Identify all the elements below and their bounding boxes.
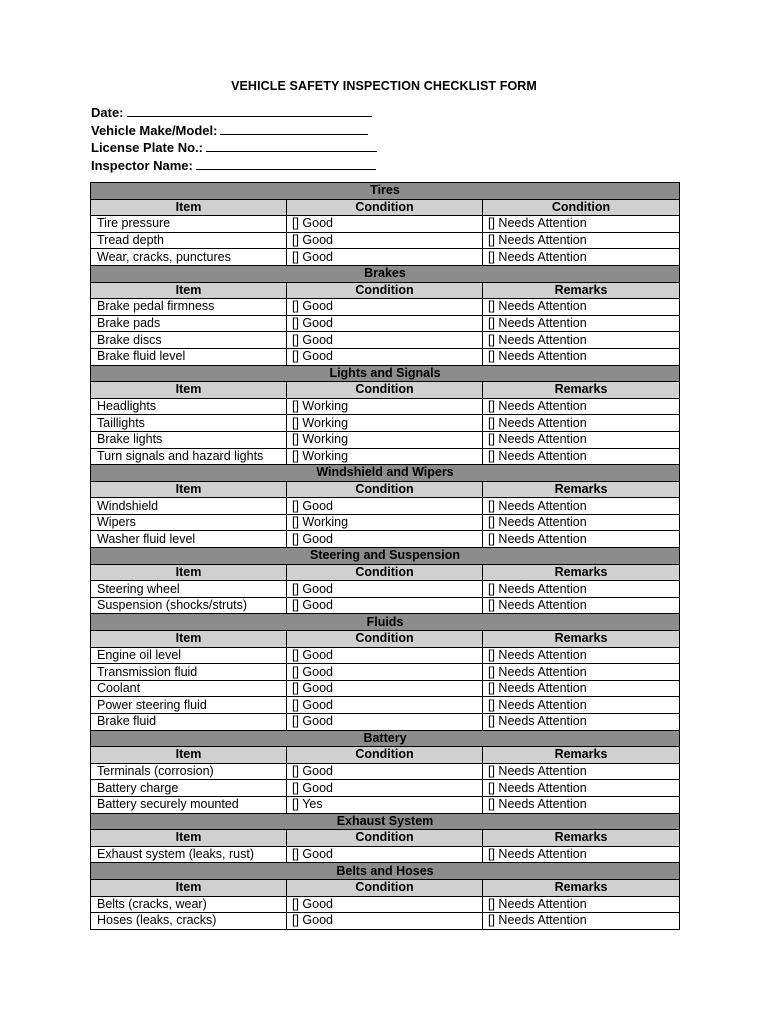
inspector-name-field: [91, 157, 377, 175]
needs-attention-checkbox-cell[interactable]: [] Needs Attention: [483, 846, 680, 863]
license-plate-label: License Plate No.:: [91, 140, 203, 155]
section-title-row: [91, 365, 680, 382]
condition-checkbox-cell[interactable]: [] Good: [287, 531, 483, 548]
condition-checkbox-cell[interactable]: [] Good: [287, 498, 483, 515]
column-header-row: [91, 631, 680, 648]
needs-attention-checkbox-cell[interactable]: [] Needs Attention: [483, 348, 680, 365]
item-cell: Brake pedal firmness: [91, 299, 287, 316]
section-title-brakes: Brakes: [91, 265, 680, 282]
needs-attention-checkbox-cell[interactable]: [] Needs Attention: [483, 315, 680, 332]
table-row: [91, 796, 680, 813]
form-title: VEHICLE SAFETY INSPECTION CHECKLIST FORM: [231, 79, 537, 93]
condition-checkbox-cell[interactable]: [] Good: [287, 763, 483, 780]
item-cell: Power steering fluid: [91, 697, 287, 714]
item-cell: Transmission fluid: [91, 664, 287, 681]
table-row: [91, 249, 680, 266]
section-title-battery: Battery: [91, 730, 680, 747]
table-row: [91, 332, 680, 349]
column-header: Remarks: [483, 382, 680, 399]
section-title-exhaust-system: Exhaust System: [91, 813, 680, 830]
needs-attention-checkbox-cell[interactable]: [] Needs Attention: [483, 647, 680, 664]
section-title-tires: Tires: [91, 183, 680, 200]
condition-checkbox-cell[interactable]: [] Good: [287, 846, 483, 863]
section-title-row: [91, 465, 680, 482]
condition-checkbox-cell[interactable]: [] Good: [287, 348, 483, 365]
needs-attention-checkbox-cell[interactable]: [] Needs Attention: [483, 299, 680, 316]
table-row: [91, 348, 680, 365]
item-cell: Brake fluid: [91, 714, 287, 731]
needs-attention-checkbox-cell[interactable]: [] Needs Attention: [483, 415, 680, 432]
condition-checkbox-cell[interactable]: [] Good: [287, 780, 483, 797]
section-title-steering-and-suspension: Steering and Suspension: [91, 548, 680, 565]
condition-checkbox-cell[interactable]: [] Good: [287, 249, 483, 266]
table-row: [91, 581, 680, 598]
item-cell: Brake lights: [91, 431, 287, 448]
needs-attention-checkbox-cell[interactable]: [] Needs Attention: [483, 664, 680, 681]
section-title-row: [91, 614, 680, 631]
condition-checkbox-cell[interactable]: [] Working: [287, 514, 483, 531]
column-header: Remarks: [483, 481, 680, 498]
table-row: [91, 714, 680, 731]
section-title-row: [91, 730, 680, 747]
column-header-row: [91, 481, 680, 498]
column-header: Remarks: [483, 879, 680, 896]
column-header: Item: [91, 830, 287, 847]
table-row: [91, 299, 680, 316]
condition-checkbox-cell[interactable]: [] Good: [287, 597, 483, 614]
column-header: Item: [91, 747, 287, 764]
needs-attention-checkbox-cell[interactable]: [] Needs Attention: [483, 332, 680, 349]
column-header: Item: [91, 879, 287, 896]
table-row: [91, 514, 680, 531]
column-header: Condition: [287, 830, 483, 847]
column-header-row: [91, 564, 680, 581]
column-header: Item: [91, 481, 287, 498]
needs-attention-checkbox-cell[interactable]: [] Needs Attention: [483, 398, 680, 415]
condition-checkbox-cell[interactable]: [] Good: [287, 896, 483, 913]
item-cell: Terminals (corrosion): [91, 763, 287, 780]
column-header: Remarks: [483, 830, 680, 847]
item-cell: Taillights: [91, 415, 287, 432]
column-header: Remarks: [483, 564, 680, 581]
item-cell: Wear, cracks, punctures: [91, 249, 287, 266]
condition-checkbox-cell[interactable]: [] Good: [287, 647, 483, 664]
column-header: Condition: [287, 282, 483, 299]
condition-checkbox-cell[interactable]: [] Working: [287, 415, 483, 432]
table-row: [91, 415, 680, 432]
table-row: [91, 531, 680, 548]
section-title-row: [91, 863, 680, 880]
table-row: [91, 232, 680, 249]
table-row: [91, 680, 680, 697]
date-input-line[interactable]: [127, 104, 372, 117]
needs-attention-checkbox-cell[interactable]: [] Needs Attention: [483, 697, 680, 714]
item-cell: Brake fluid level: [91, 348, 287, 365]
section-title-lights-and-signals: Lights and Signals: [91, 365, 680, 382]
table-row: [91, 664, 680, 681]
table-row: [91, 431, 680, 448]
vehicle-make-model-label: Vehicle Make/Model:: [91, 122, 218, 138]
needs-attention-checkbox-cell[interactable]: [] Needs Attention: [483, 581, 680, 598]
column-header: Remarks: [483, 747, 680, 764]
needs-attention-checkbox-cell[interactable]: [] Needs Attention: [483, 763, 680, 780]
table-row: [91, 896, 680, 913]
condition-checkbox-cell[interactable]: [] Good: [287, 680, 483, 697]
item-cell: Washer fluid level: [91, 531, 287, 548]
table-row: [91, 846, 680, 863]
needs-attention-checkbox-cell[interactable]: [] Needs Attention: [483, 780, 680, 797]
table-row: [91, 315, 680, 332]
column-header: Condition: [287, 631, 483, 648]
condition-checkbox-cell[interactable]: [] Good: [287, 299, 483, 316]
table-row: [91, 763, 680, 780]
item-cell: Hoses (leaks, cracks): [91, 913, 287, 930]
condition-checkbox-cell[interactable]: [] Good: [287, 232, 483, 249]
column-header: Condition: [287, 879, 483, 896]
condition-checkbox-cell[interactable]: [] Good: [287, 315, 483, 332]
item-cell: Belts (cracks, wear): [91, 896, 287, 913]
column-header: Condition: [287, 747, 483, 764]
table-row: [91, 398, 680, 415]
needs-attention-checkbox-cell[interactable]: [] Needs Attention: [483, 896, 680, 913]
table-row: [91, 913, 680, 930]
needs-attention-checkbox-cell[interactable]: [] Needs Attention: [483, 796, 680, 813]
needs-attention-checkbox-cell[interactable]: [] Needs Attention: [483, 680, 680, 697]
needs-attention-checkbox-cell[interactable]: [] Needs Attention: [483, 498, 680, 515]
item-cell: Tread depth: [91, 232, 287, 249]
condition-checkbox-cell[interactable]: [] Yes: [287, 796, 483, 813]
condition-checkbox-cell[interactable]: [] Good: [287, 913, 483, 930]
column-header: Remarks: [483, 282, 680, 299]
column-header: Condition: [287, 481, 483, 498]
column-header-row: [91, 879, 680, 896]
condition-checkbox-cell[interactable]: [] Working: [287, 398, 483, 415]
needs-attention-checkbox-cell[interactable]: [] Needs Attention: [483, 913, 680, 930]
column-header: Remarks: [483, 631, 680, 648]
item-cell: Brake pads: [91, 315, 287, 332]
condition-checkbox-cell[interactable]: [] Good: [287, 581, 483, 598]
section-title-windshield-and-wipers: Windshield and Wipers: [91, 465, 680, 482]
condition-checkbox-cell[interactable]: [] Good: [287, 697, 483, 714]
table-row: [91, 647, 680, 664]
table-row: [91, 780, 680, 797]
date-field: [91, 104, 377, 122]
vehicle-make-model-field: [91, 122, 377, 140]
condition-checkbox-cell[interactable]: [] Good: [287, 332, 483, 349]
item-cell: Steering wheel: [91, 581, 287, 598]
column-header: Condition: [483, 199, 680, 216]
needs-attention-checkbox-cell[interactable]: [] Needs Attention: [483, 448, 680, 465]
date-label: Date:: [91, 105, 124, 120]
item-cell: Wipers: [91, 514, 287, 531]
column-header-row: [91, 747, 680, 764]
item-cell: Exhaust system (leaks, rust): [91, 846, 287, 863]
condition-checkbox-cell[interactable]: [] Working: [287, 448, 483, 465]
inspector-name-input-line[interactable]: [196, 157, 376, 170]
section-title-row: [91, 265, 680, 282]
condition-checkbox-cell[interactable]: [] Good: [287, 664, 483, 681]
needs-attention-checkbox-cell[interactable]: [] Needs Attention: [483, 714, 680, 731]
needs-attention-checkbox-cell[interactable]: [] Needs Attention: [483, 531, 680, 548]
column-header: Item: [91, 564, 287, 581]
table-row: [91, 216, 680, 233]
column-header: Item: [91, 631, 287, 648]
needs-attention-checkbox-cell[interactable]: [] Needs Attention: [483, 249, 680, 266]
column-header-row: [91, 199, 680, 216]
needs-attention-checkbox-cell[interactable]: [] Needs Attention: [483, 232, 680, 249]
form-fields: [91, 104, 377, 174]
item-cell: Suspension (shocks/struts): [91, 597, 287, 614]
needs-attention-checkbox-cell[interactable]: [] Needs Attention: [483, 431, 680, 448]
column-header: Condition: [287, 564, 483, 581]
needs-attention-checkbox-cell[interactable]: [] Needs Attention: [483, 597, 680, 614]
item-cell: Tire pressure: [91, 216, 287, 233]
condition-checkbox-cell[interactable]: [] Good: [287, 714, 483, 731]
item-cell: Brake discs: [91, 332, 287, 349]
license-plate-field: [91, 139, 377, 157]
column-header: Condition: [287, 199, 483, 216]
column-header-row: [91, 282, 680, 299]
condition-checkbox-cell[interactable]: [] Good: [287, 216, 483, 233]
table-row: [91, 448, 680, 465]
column-header: Item: [91, 382, 287, 399]
item-cell: Headlights: [91, 398, 287, 415]
needs-attention-checkbox-cell[interactable]: [] Needs Attention: [483, 216, 680, 233]
column-header: Item: [91, 282, 287, 299]
vehicle-make-model-input-line[interactable]: [220, 122, 368, 135]
table-row: [91, 597, 680, 614]
condition-checkbox-cell[interactable]: [] Working: [287, 431, 483, 448]
item-cell: Battery securely mounted: [91, 796, 287, 813]
table-row: [91, 498, 680, 515]
column-header-row: [91, 830, 680, 847]
item-cell: Windshield: [91, 498, 287, 515]
needs-attention-checkbox-cell[interactable]: [] Needs Attention: [483, 514, 680, 531]
section-title-fluids: Fluids: [91, 614, 680, 631]
column-header: Condition: [287, 382, 483, 399]
column-header: Item: [91, 199, 287, 216]
section-title-row: [91, 183, 680, 200]
license-plate-input-line[interactable]: [206, 139, 377, 152]
inspector-name-label: Inspector Name:: [91, 157, 193, 173]
section-title-belts-and-hoses: Belts and Hoses: [91, 863, 680, 880]
item-cell: Engine oil level: [91, 647, 287, 664]
section-title-row: [91, 548, 680, 565]
item-cell: Turn signals and hazard lights: [91, 448, 287, 465]
section-title-row: [91, 813, 680, 830]
column-header-row: [91, 382, 680, 399]
table-row: [91, 697, 680, 714]
inspection-table: [90, 182, 680, 930]
item-cell: Coolant: [91, 680, 287, 697]
item-cell: Battery charge: [91, 780, 287, 797]
